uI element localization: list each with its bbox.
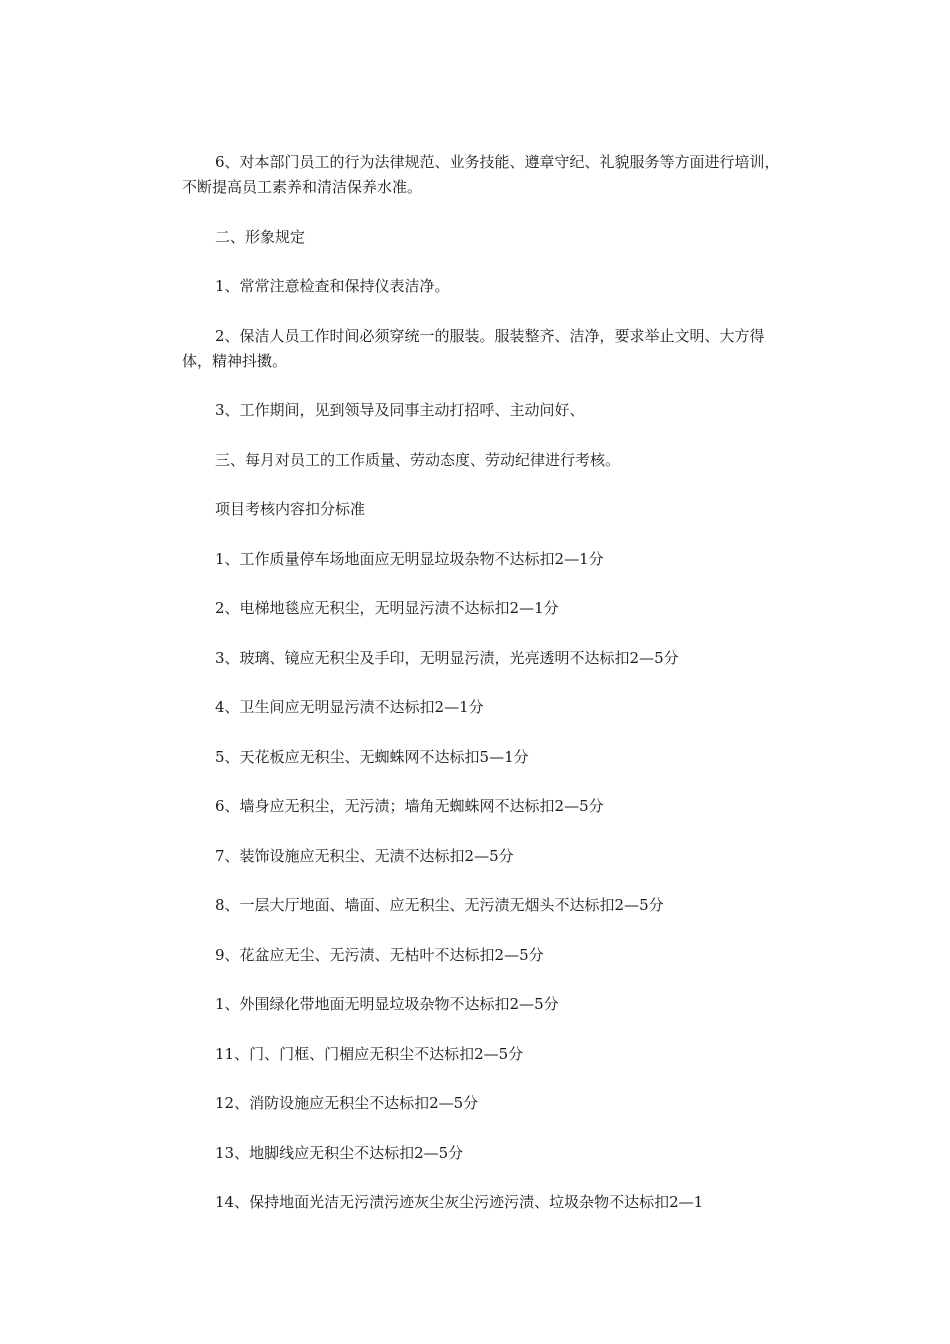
assessment-item: 14、保持地面光洁无污渍污迹灰尘灰尘污迹污渍、垃圾杂物不达标扣2—1 [215,1193,704,1211]
assessment-item: 2、电梯地毯应无积尘，无明显污渍不达标扣2—1分 [215,599,559,617]
assessment-item: 3、玻璃、镜应无积尘及手印，无明显污渍，光亮透明不达标扣2—5分 [215,648,679,667]
assessment-item: 5、天花板应无积尘、无蜘蛛网不达标扣5—1分 [215,747,529,766]
paragraph-uniform: 2、保洁人员工作时间必须穿统一的服装。服装整齐、洁净，要求举止文明、大方得体，精神抖擞。 [182,326,765,370]
assessment-item: 1、工作质量停车场地面应无明显垃圾杂物不达标扣2—1分 [215,549,604,568]
paragraph-training: 6、对本部门员工的行为法律规范、业务技能、遵章守纪、礼貌服务等方面进行培训，不断提高员工素养和清洁保养水准。 [182,153,780,196]
paragraph-appearance: 1、常常注意检查和保持仪表洁净。 [215,277,450,295]
paragraph-greeting: 3、工作期间，见到领导及同事主动打招呼、主动问好、 [215,401,585,419]
table-heading-assessment-items: 项目考核内容扣分标准 [215,500,366,518]
assessment-item: 12、消防设施应无积尘不达标扣2—5分 [215,1094,479,1112]
assessment-item: 6、墙身应无积尘，无污渍；墙角无蜘蛛网不达标扣2—5分 [215,797,604,815]
section-heading-image-rules: 二、形象规定 [215,227,306,246]
assessment-item: 8、一层大厅地面、墙面、应无积尘、无污渍无烟头不达标扣2—5分 [215,896,664,914]
section-heading-monthly-assessment: 三、每月对员工的工作质量、劳动态度、劳动纪律进行考核。 [215,450,621,469]
document-body [182,150,782,1240]
assessment-item: 1、外围绿化带地面无明显垃圾杂物不达标扣2—5分 [215,995,559,1013]
assessment-item: 11、门、门框、门楣应无积尘不达标扣2—5分 [215,1044,524,1063]
assessment-item: 7、装饰设施应无积尘、无渍不达标扣2—5分 [215,846,514,865]
assessment-item: 4、卫生间应无明显污渍不达标扣2—1分 [215,698,484,716]
assessment-item: 9、花盆应无尘、无污渍、无枯叶不达标扣2—5分 [215,945,544,964]
assessment-item: 13、地脚线应无积尘不达标扣2—5分 [215,1143,464,1162]
